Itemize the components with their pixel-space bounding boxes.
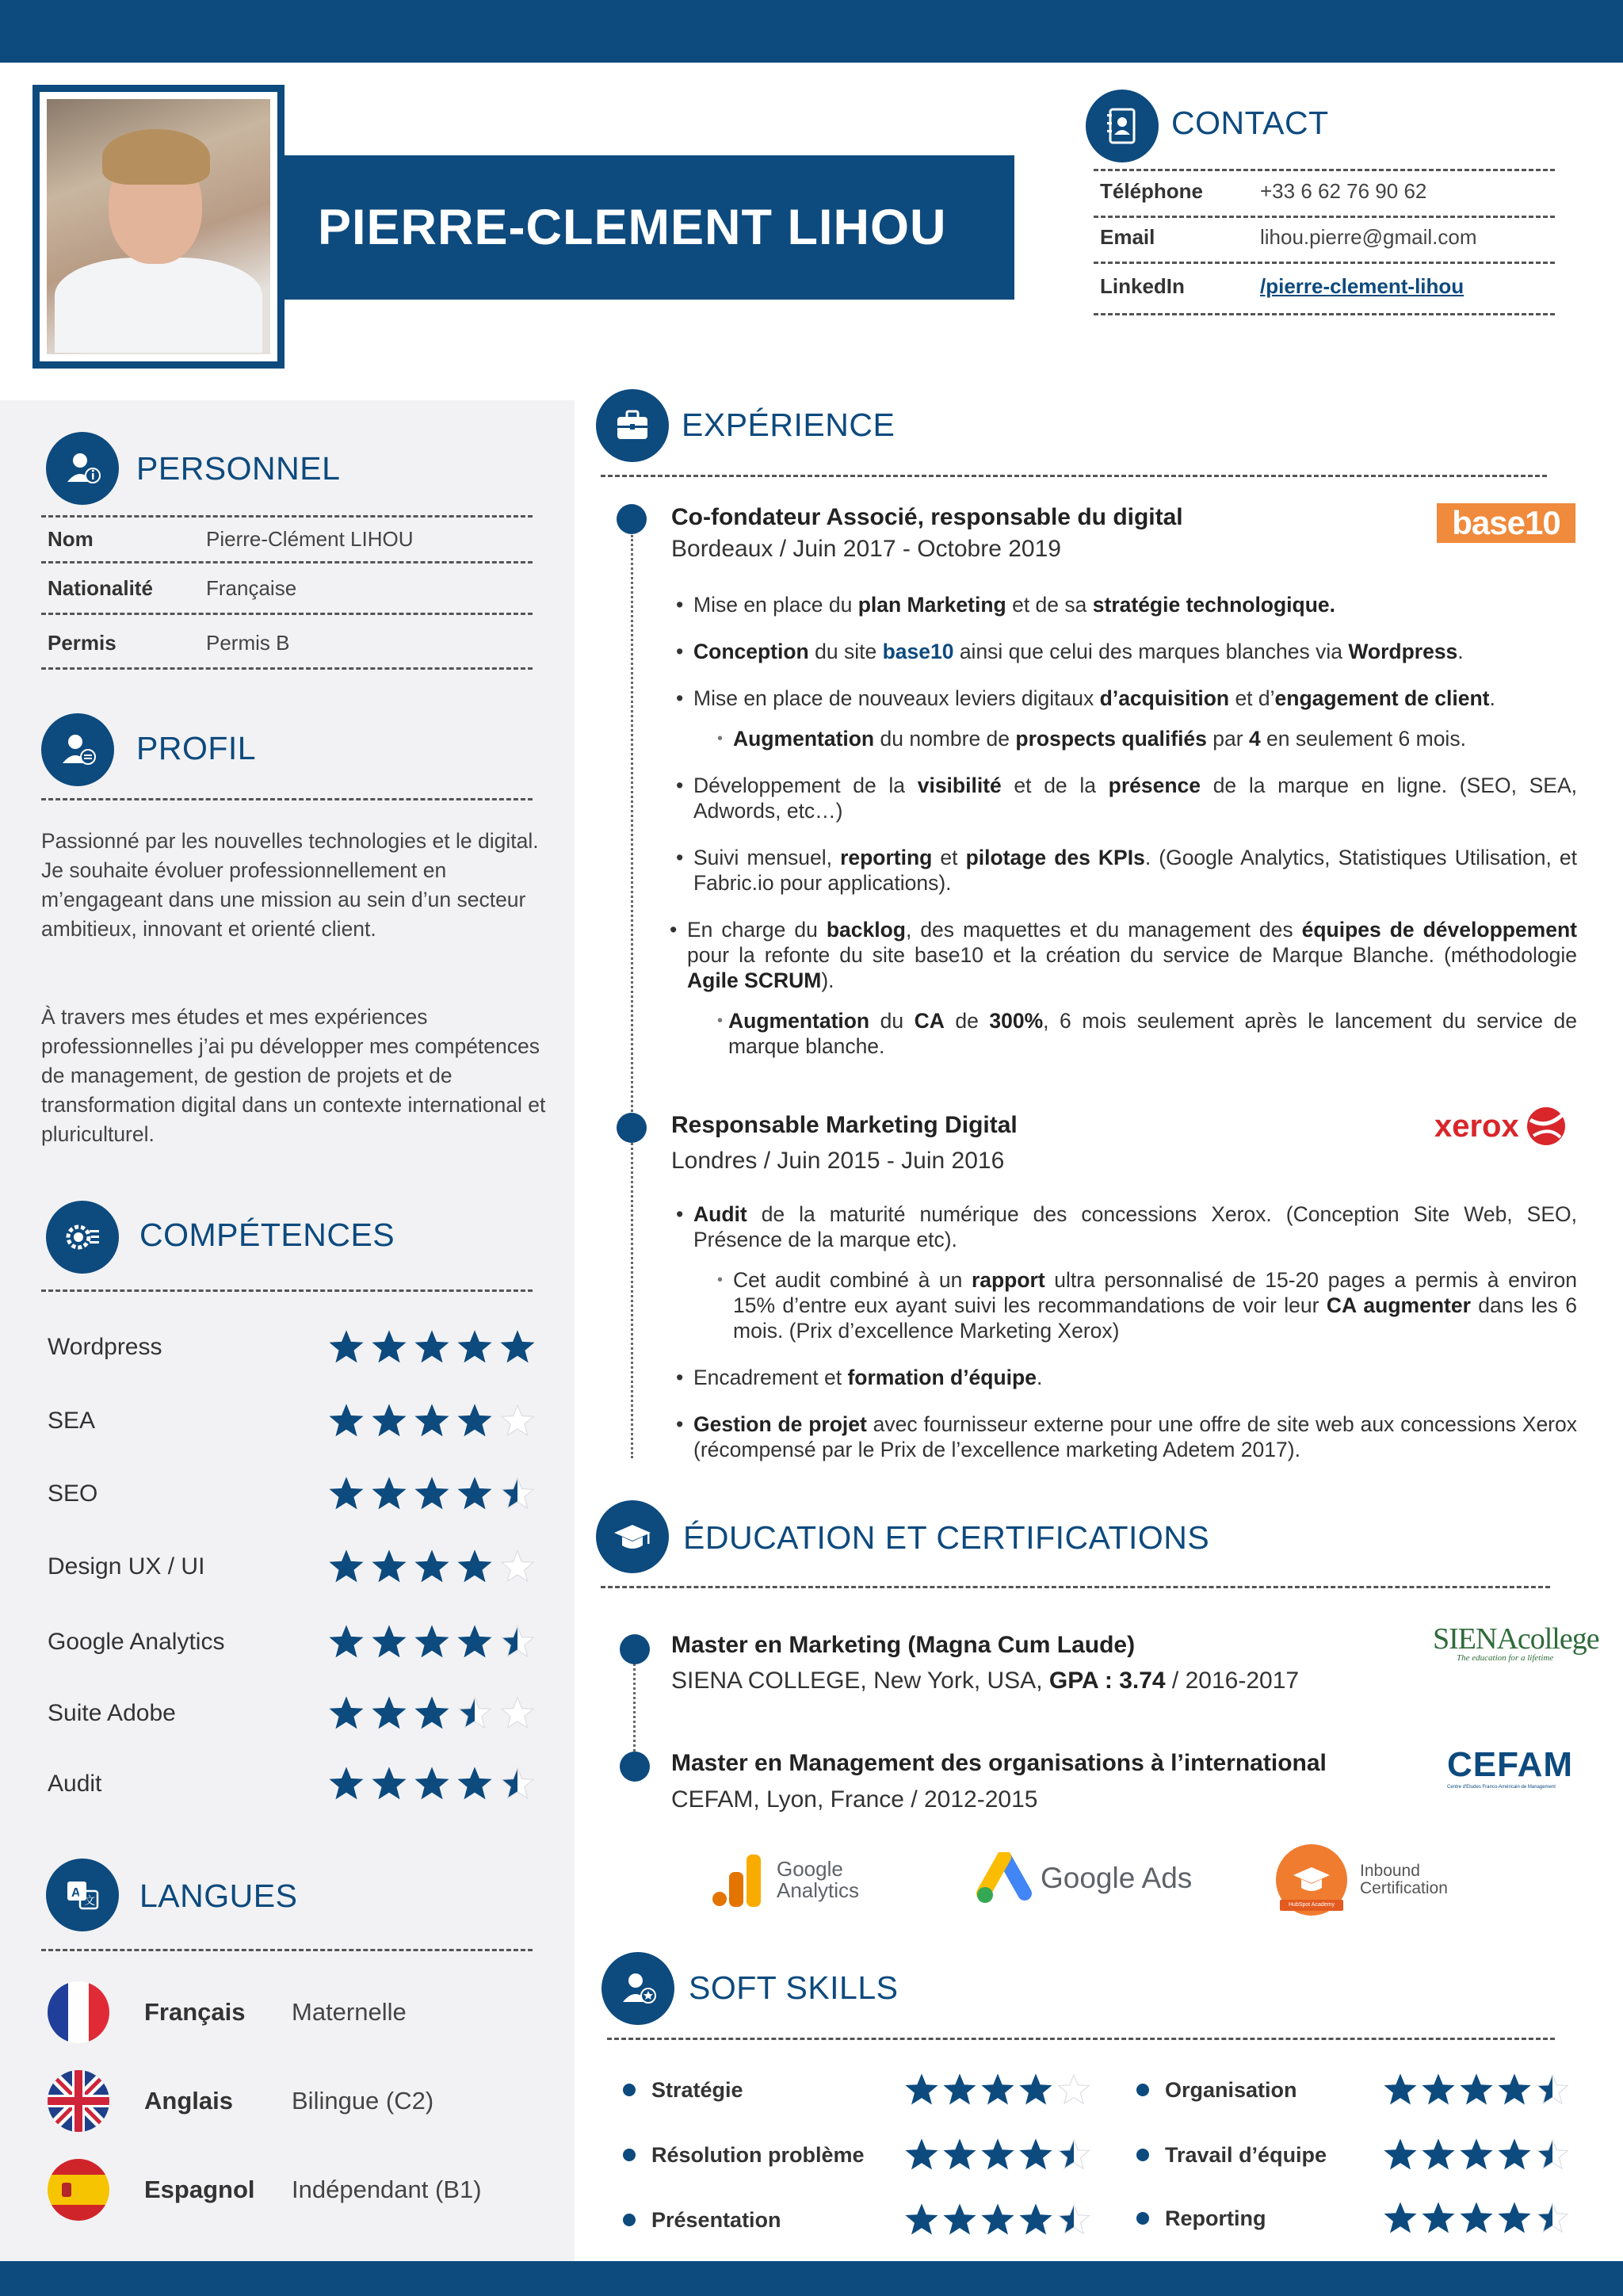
language-row-french xyxy=(48,1981,407,2044)
rating-star xyxy=(1422,2202,1455,2235)
rating-star xyxy=(500,1549,535,1584)
rating-star xyxy=(500,1330,535,1365)
rating-star xyxy=(414,1404,449,1438)
soft-skill-rating xyxy=(905,2138,1090,2172)
svg-text:文: 文 xyxy=(84,1894,95,1907)
rating-star xyxy=(372,1330,407,1365)
rating-star xyxy=(500,1767,535,1801)
contact-row-linkedin xyxy=(1100,274,1464,299)
experience-title: EXPÉRIENCE xyxy=(682,407,896,443)
job-title: Responsable Marketing Digital xyxy=(671,1112,1018,1138)
rating-star xyxy=(943,2203,976,2237)
skill-name: Suite Adobe xyxy=(48,1700,176,1726)
language-row-spanish xyxy=(48,2158,482,2222)
skill-row xyxy=(48,1328,539,1367)
skill-name: Google Analytics xyxy=(48,1629,225,1655)
rating-star xyxy=(905,2138,938,2172)
degree-title: Master en Management des organisations à l’international xyxy=(671,1750,1327,1776)
siena-college-logo xyxy=(1433,1622,1599,1669)
skill-rating xyxy=(329,1625,535,1660)
bullet-item: • Gestion de projet avec fournisseur externe pour une offre de site web aux concessions Xerox (récompensé par le Prix de l’excellence marketing Adetem 2017). xyxy=(676,1412,1577,1462)
rating-star xyxy=(1422,2073,1455,2107)
bullet-item: • Conception du site base10 ainsi que celui des marques blanches via Wordpress. xyxy=(676,639,1577,664)
skill-row xyxy=(48,1401,539,1441)
bullet-item: • Encadrement et formation d’équipe. xyxy=(676,1365,1577,1390)
timeline-dot xyxy=(620,1634,650,1664)
skill-row xyxy=(48,1474,539,1514)
rating-star xyxy=(1536,2202,1569,2235)
rating-star xyxy=(1384,2073,1417,2107)
soft-skill-rating xyxy=(905,2073,1090,2107)
cert-line: Google Ads xyxy=(1041,1862,1193,1894)
language-level: Bilingue (C2) xyxy=(292,2087,434,2115)
rating-star xyxy=(329,1404,364,1438)
google-analytics-cert xyxy=(712,1851,859,1908)
cefam-logo xyxy=(1447,1745,1573,1790)
rating-star xyxy=(457,1696,492,1731)
contact-label: Email xyxy=(1100,225,1155,249)
rating-star xyxy=(457,1767,492,1801)
rating-star xyxy=(1460,2073,1493,2107)
soft-skills-icon xyxy=(601,1952,674,2025)
rating-star xyxy=(457,1549,492,1584)
soft-skill-name: Travail d’équipe xyxy=(1165,2142,1327,2167)
divider xyxy=(41,515,533,518)
divider xyxy=(41,1289,533,1292)
rating-star xyxy=(414,1549,449,1584)
rating-star xyxy=(329,1625,364,1660)
personnel-value: Française xyxy=(206,576,297,600)
phone-value: +33 6 62 76 90 62 xyxy=(1260,179,1427,203)
skill-row xyxy=(48,1694,539,1733)
bullet-subitem: • Augmentation du nombre de prospects qualifiés par 4 en seulement 6 mois. xyxy=(676,726,1577,751)
job-2-bullets xyxy=(676,1201,1577,1484)
skill-row xyxy=(48,1764,539,1804)
profile-icon xyxy=(41,713,114,786)
rating-star xyxy=(1384,2202,1417,2235)
rating-star xyxy=(372,1404,407,1438)
briefcase-icon xyxy=(596,389,669,462)
personnel-label: Nationalité xyxy=(48,576,153,600)
contact-row-email xyxy=(1100,225,1477,250)
language-name: Anglais xyxy=(144,2087,233,2115)
rating-star xyxy=(500,1477,535,1511)
degree-subtitle: SIENA COLLEGE, New York, USA, GPA : 3.74 / 2016-2017 xyxy=(671,1668,1300,1694)
skill-name: SEO xyxy=(48,1480,98,1507)
skill-rating xyxy=(329,1477,535,1511)
rating-star xyxy=(457,1477,492,1511)
rating-star xyxy=(457,1625,492,1660)
personnel-row-nationalite xyxy=(48,576,296,601)
rating-star xyxy=(372,1549,407,1584)
soft-skill-rating xyxy=(1384,2202,1569,2235)
google-analytics-icon xyxy=(712,1851,762,1908)
divider xyxy=(601,1586,1550,1588)
personnel-value: Pierre-Clément LIHOU xyxy=(206,527,414,551)
personnel-label: Permis xyxy=(48,631,116,655)
rating-star xyxy=(329,1696,364,1731)
gear-icon xyxy=(46,1201,119,1274)
personnel-value: Permis B xyxy=(206,631,290,655)
skill-name: Design UX / UI xyxy=(48,1553,205,1580)
skill-rating xyxy=(329,1767,535,1801)
rating-star xyxy=(1498,2202,1531,2235)
linkedin-link[interactable]: /pierre-clement-lihou xyxy=(1260,274,1465,298)
base10-logo: base10 xyxy=(1437,503,1575,543)
rating-star xyxy=(905,2203,938,2237)
bullet-dot xyxy=(623,2149,636,2161)
siena-wordmark: SIENAcollege xyxy=(1433,1622,1599,1656)
bullet-item: • Développement de la visibilité et de la présence de la marque en ligne. (SEO, SEA, Adwords, etc…) xyxy=(676,773,1577,823)
rating-star xyxy=(329,1767,364,1801)
skill-row xyxy=(48,1547,539,1587)
contact-row-phone xyxy=(1100,179,1426,204)
rating-star xyxy=(500,1696,535,1731)
hubspot-badge-label: HubSpot Academy xyxy=(1280,1900,1343,1911)
job-title: Co-fondateur Associé, responsable du digital xyxy=(671,504,1183,530)
top-banner xyxy=(0,0,1623,63)
rating-star xyxy=(329,1330,364,1365)
job-1-bullets xyxy=(676,592,1577,1080)
language-level: Maternelle xyxy=(292,1998,407,2026)
personnel-title: PERSONNEL xyxy=(136,450,341,487)
rating-star xyxy=(372,1477,407,1511)
bullet-dot xyxy=(1136,2084,1149,2096)
bullet-dot xyxy=(623,2214,636,2226)
contact-book-icon xyxy=(1086,90,1159,162)
contact-label: LinkedIn xyxy=(1100,274,1185,298)
rating-star xyxy=(1057,2203,1090,2237)
email-value[interactable]: lihou.pierre@gmail.com xyxy=(1260,225,1477,249)
job-subtitle: Bordeaux / Juin 2017 - Octobre 2019 xyxy=(671,536,1061,562)
skill-rating xyxy=(329,1404,535,1438)
rating-star xyxy=(1536,2073,1569,2107)
bullet-dot xyxy=(1136,2212,1149,2225)
experience-timeline xyxy=(631,535,633,1458)
profile-photo-frame xyxy=(32,85,285,369)
soft-skill-name: Organisation xyxy=(1165,2077,1297,2102)
rating-star xyxy=(1057,2138,1090,2172)
rating-star xyxy=(1057,2073,1090,2107)
soft-skill-rating xyxy=(1384,2138,1569,2172)
divider xyxy=(41,798,533,800)
rating-star xyxy=(1460,2138,1493,2172)
bullet-item: • Suivi mensuel, reporting et pilotage des KPIs. (Google Analytics, Statistiques Utilisation, et Fabric.io pour applications). xyxy=(676,845,1577,896)
rating-star xyxy=(372,1625,407,1660)
personnel-row-nom xyxy=(48,527,414,552)
profil-title: PROFIL xyxy=(136,730,257,766)
timeline-dot xyxy=(620,1752,650,1782)
personal-info-icon xyxy=(46,432,119,505)
soft-skill-rating xyxy=(905,2203,1090,2237)
xerox-logo xyxy=(1434,1106,1567,1147)
language-level: Indépendant (B1) xyxy=(292,2176,482,2203)
google-ads-cert xyxy=(976,1852,1192,1904)
rating-star xyxy=(414,1696,449,1731)
language-name: Français xyxy=(144,1998,246,2026)
hubspot-badge-icon xyxy=(1276,1844,1347,1916)
xerox-wordmark: xerox xyxy=(1434,1108,1519,1144)
rating-star xyxy=(1019,2073,1052,2107)
rating-star xyxy=(1384,2138,1417,2172)
cert-line: Analytics xyxy=(777,1878,860,1902)
rating-star xyxy=(372,1696,407,1731)
competences-title: COMPÉTENCES xyxy=(139,1217,395,1253)
graduation-cap-icon xyxy=(596,1500,669,1573)
rating-star xyxy=(1019,2203,1052,2237)
cert-line: Certification xyxy=(1360,1879,1448,1897)
rating-star xyxy=(1422,2138,1455,2172)
personnel-row-permis xyxy=(48,631,289,655)
divider xyxy=(41,1949,533,1951)
translate-icon xyxy=(46,1859,119,1931)
bullet-item: • En charge du backlog, des maquettes et du management des équipes de développement pour la refonte du site base10 et la création du service de Marque Blanche. (méthodologie Agile SCRUM). xyxy=(670,917,1577,993)
siena-tagline: The education for a lifetime xyxy=(1457,1653,1554,1663)
bottom-banner xyxy=(0,2261,1623,2296)
skill-rating xyxy=(329,1330,535,1365)
divider xyxy=(1094,169,1555,171)
skill-rating xyxy=(329,1549,535,1584)
divider xyxy=(41,561,533,563)
bullet-item: • Mise en place de nouveaux leviers digitaux d’acquisition et d’engagement de client. xyxy=(676,686,1577,711)
divider xyxy=(41,667,533,670)
rating-star xyxy=(905,2073,938,2107)
rating-star xyxy=(1498,2073,1531,2107)
soft-skills-title: SOFT SKILLS xyxy=(689,1969,899,2006)
svg-text:A: A xyxy=(71,1886,81,1900)
soft-skill-name: Résolution problème xyxy=(651,2142,865,2167)
rating-star xyxy=(1536,2138,1569,2172)
personnel-label: Nom xyxy=(48,527,94,551)
divider xyxy=(1094,262,1555,264)
rating-star xyxy=(414,1767,449,1801)
contact-label: Téléphone xyxy=(1100,179,1204,203)
soft-skill-rating xyxy=(1384,2073,1569,2107)
profil-paragraph-2: À travers mes études et mes expériences professionnelles j’ai pu développer mes compétences de management, de gestion de projets et de transformation digital dans un contexte international et pluriculturel. xyxy=(41,1005,546,1146)
education-title: ÉDUCATION ET CERTIFICATIONS xyxy=(683,1519,1210,1556)
skill-row xyxy=(48,1622,539,1662)
google-ads-icon xyxy=(976,1852,1033,1904)
rating-star xyxy=(1460,2202,1493,2235)
bullet-item: • Audit de la maturité numérique des concessions Xerox. (Conception Site Web, SEO, Présence de la marque etc). xyxy=(676,1201,1577,1252)
rating-star xyxy=(457,1330,492,1365)
person-name: PIERRE-CLEMENT LIHOU xyxy=(318,200,947,255)
bullet-item: • Mise en place du plan Marketing et de sa stratégie technologique. xyxy=(676,592,1577,617)
skill-name: Audit xyxy=(48,1771,102,1797)
rating-star xyxy=(1019,2138,1052,2172)
rating-star xyxy=(981,2203,1014,2237)
rating-star xyxy=(500,1625,535,1660)
language-name: Espagnol xyxy=(144,2176,255,2203)
language-row-english xyxy=(48,2069,434,2133)
rating-star xyxy=(1498,2138,1531,2172)
divider xyxy=(601,475,1547,477)
rating-star xyxy=(329,1549,364,1584)
cefam-tagline: Centre d'Etudes Franco-Américain de Management xyxy=(1447,1785,1556,1790)
xerox-sphere-icon xyxy=(1526,1106,1567,1147)
rating-star xyxy=(329,1477,364,1511)
hubspot-inbound-cert xyxy=(1276,1844,1448,1916)
skill-name: Wordpress xyxy=(48,1334,162,1360)
rating-star xyxy=(414,1477,449,1511)
divider xyxy=(1094,313,1555,315)
soft-skill-name: Stratégie xyxy=(651,2077,743,2102)
job-subtitle: Londres / Juin 2015 - Juin 2016 xyxy=(671,1148,1005,1174)
france-flag-icon xyxy=(48,1981,109,2043)
rating-star xyxy=(457,1404,492,1438)
rating-star xyxy=(500,1404,535,1438)
rating-star xyxy=(981,2073,1014,2107)
divider xyxy=(607,2038,1555,2040)
skill-rating xyxy=(329,1696,535,1731)
rating-star xyxy=(414,1625,449,1660)
soft-skill-name: Reporting xyxy=(1165,2206,1266,2230)
cert-line: Google xyxy=(777,1857,843,1881)
degree-title: Master en Marketing (Magna Cum Laude) xyxy=(671,1632,1136,1658)
bullet-dot xyxy=(1136,2149,1149,2161)
rating-star xyxy=(981,2138,1014,2172)
contact-title: CONTACT xyxy=(1171,105,1329,141)
spain-flag-icon xyxy=(48,2159,109,2221)
rating-star xyxy=(943,2073,976,2107)
langues-title: LANGUES xyxy=(139,1878,298,1914)
cert-line: Inbound xyxy=(1360,1862,1420,1880)
skill-name: SEA xyxy=(48,1408,96,1434)
cefam-wordmark: CEFAM xyxy=(1447,1745,1573,1784)
rating-star xyxy=(414,1330,449,1365)
bullet-dot xyxy=(623,2084,636,2096)
profil-paragraph-1: Passionné par les nouvelles technologies et le digital. Je souhaite évoluer professionnellement en m’engageant dans une mission au sein d’un secteur ambitieux, innovant et orienté client. xyxy=(41,829,539,941)
name-banner xyxy=(281,155,1014,300)
uk-flag-icon xyxy=(48,2070,109,2132)
timeline-dot xyxy=(617,1113,647,1143)
soft-skill-name: Présentation xyxy=(651,2207,781,2232)
degree-subtitle: CEFAM, Lyon, France / 2012-2015 xyxy=(671,1786,1038,1813)
divider xyxy=(41,613,533,615)
timeline-dot xyxy=(617,504,647,534)
rating-star xyxy=(943,2138,976,2172)
profile-photo xyxy=(47,99,270,354)
bullet-subitem: • Cet audit combiné à un rapport ultra personnalisé de 15-20 pages a permis à environ 15% d’entre eux ayant suivi les recommandations de voir leur CA augmenter dans les 6 mois. (Prix d’excellence Marketing Xerox) xyxy=(676,1267,1577,1343)
rating-star xyxy=(372,1767,407,1801)
divider xyxy=(1094,216,1555,218)
bullet-subitem: • Augmentation du CA de 300%, 6 mois seulement après le lancement du service de marque blanche. xyxy=(676,1008,1577,1059)
